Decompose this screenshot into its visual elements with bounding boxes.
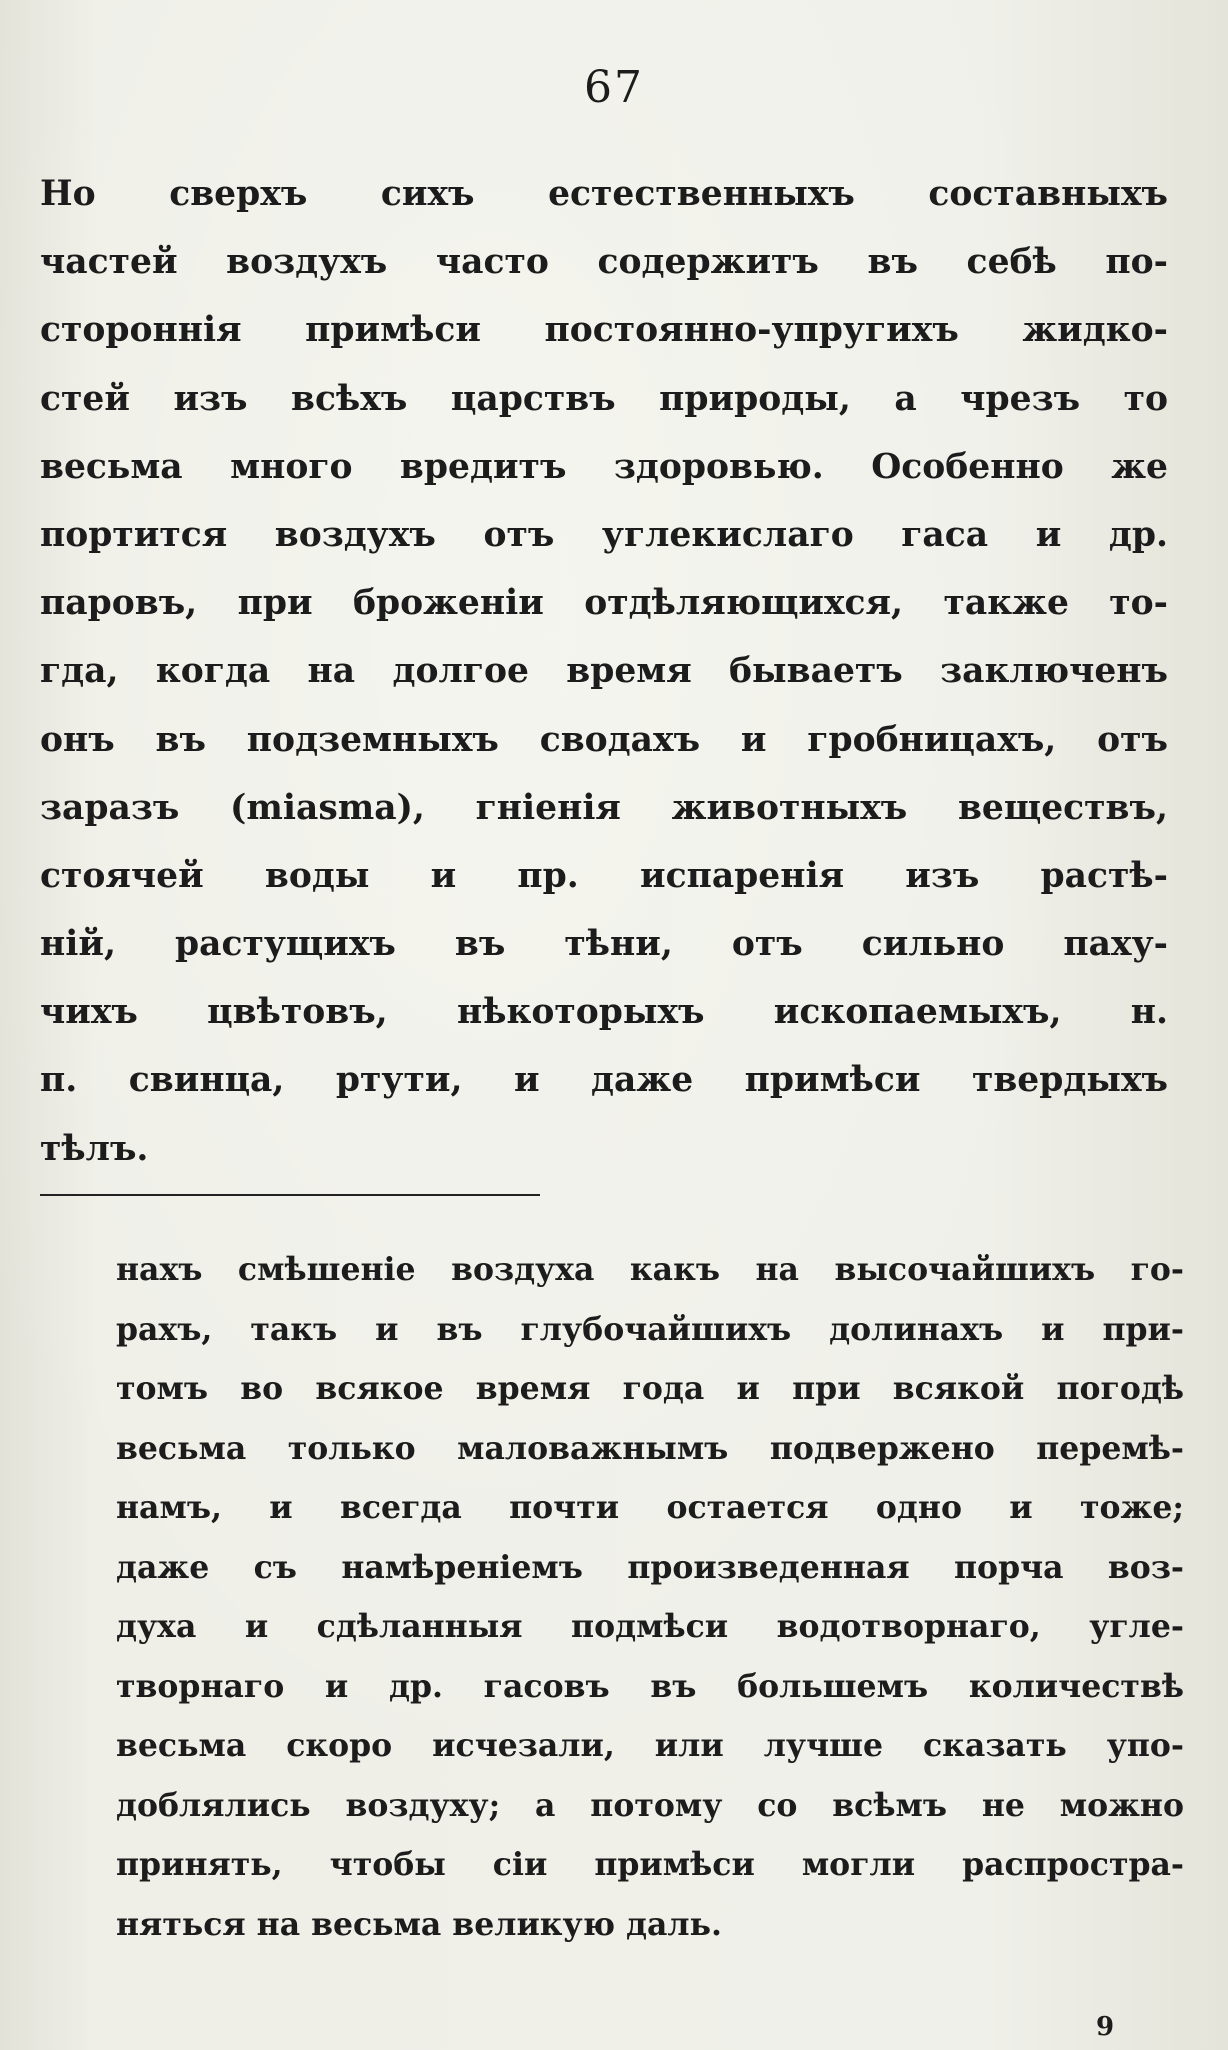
footnote-line: рахъ, такъ и въ глубочайшихъ долинахъ и при- [116,1310,1184,1348]
text-line: частей воздухъ часто содержитъ въ себѣ по- [40,242,1168,283]
text-line: весьма много вредитъ здоровью. Особенно же [40,446,1168,487]
text-line: Но сверхъ сихъ естественныхъ составныхъ [40,174,1168,214]
text-line: стей изъ всѣхъ царствъ природы, а чрезъ то [40,378,1168,419]
footnote-line: принять, чтобы сіи примѣси могли распростра- [116,1846,1184,1883]
footnote [116,1240,1184,1954]
page-number: 67 [584,62,644,113]
text-line: чихъ цвѣтовъ, нѣкоторыхъ ископаемыхъ, н. [40,992,1168,1033]
footnote-line: няться на весьма великую даль. [116,1905,722,1943]
text-line: заразъ (miasma), гніенія животныхъ веществъ, [40,787,1168,828]
footnote-line: даже съ намѣреніемъ произведенная порча воз- [116,1548,1184,1586]
signature-mark: 9 [1096,2012,1115,2042]
text-line: стороннія примѣси постоянно-упругихъ жидко- [40,310,1168,351]
footnote-line: весьма только маловажнымъ подвержено перемѣ- [116,1429,1184,1467]
footnote-line: весьма скоро исчезали, или лучше сказать упо- [116,1727,1184,1764]
text-line: портится воздухъ отъ углекислаго гаса и др. [40,514,1168,555]
footnote-line: намъ, и всегда почти остается одно и тоже; [116,1489,1184,1526]
footnote-line: нахъ смѣшеніе воздуха какъ на высочайшихъ го- [116,1251,1184,1288]
text-line: паровъ, при броженіи отдѣляющихся, также то- [40,583,1168,624]
footnote-line: духа и сдѣланныя подмѣси водотворнаго, угле- [116,1608,1184,1645]
text-line: тѣлъ. [40,1128,149,1169]
text-line: стоячей воды и пр. испаренія изъ растѣ- [40,855,1168,896]
text-line: ній, растущихъ въ тѣни, отъ сильно паху- [40,924,1168,965]
footnote-divider [40,1194,540,1196]
text-line: п. свинца, ртути, и даже примѣси твердыхъ [40,1060,1168,1101]
text-line: онъ въ подземныхъ сводахъ и гробницахъ, отъ [40,719,1168,760]
footnote-line: творнаго и др. гасовъ въ большемъ количествѣ [116,1667,1184,1705]
main-paragraph [40,160,1168,1183]
text-line: гда, когда на долгое время бываетъ заключенъ [40,651,1168,692]
footnote-line: доблялись воздуху; а потому со всѣмъ не можно [116,1786,1184,1824]
footnote-line: томъ во всякое время года и при всякой погодѣ [116,1370,1184,1407]
